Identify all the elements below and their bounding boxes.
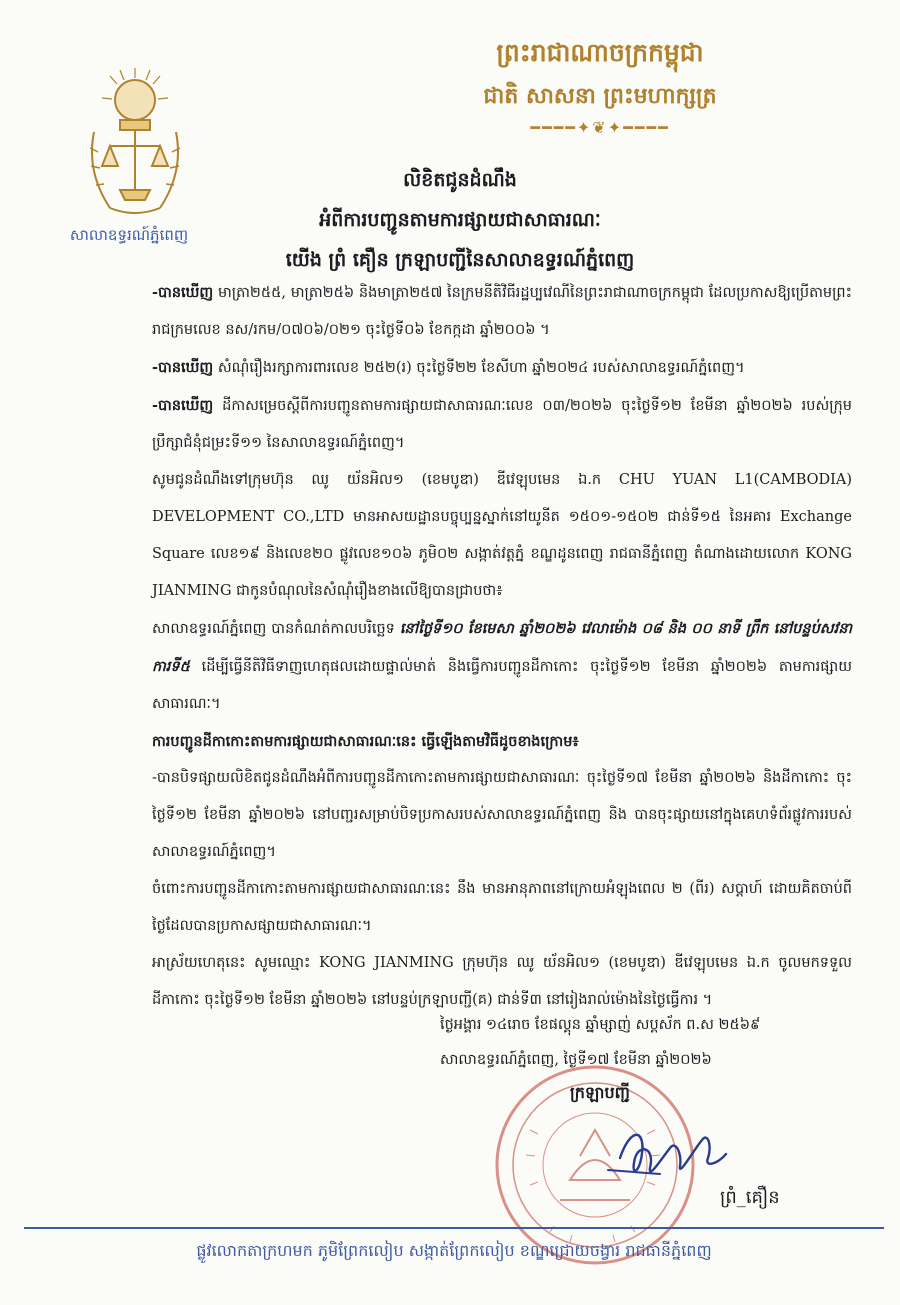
- paragraph-8: ចំពោះការបញ្ជូនដីកាកោះតាមការផ្សាយជាសាធារណៈនេះ នឹង មានអានុភាពនៅក្រោយអំឡុងពេល ២ (ពីរ) សប្តាហ៍ ដោយគិតចាប់ពីថ្ងៃដែលបានប្រកាសផ្សាយជាសាធារណៈ។: [152, 881, 852, 934]
- solar-date: សាលាឧទ្ធរណ៍ភ្នំពេញ, ថ្ងៃទី១៧ ខែមីនា ឆ្នាំ២០២៦: [440, 1052, 712, 1068]
- kingdom-title: ព្រះរាជាណាចក្រកម្ពុជា: [496, 38, 704, 67]
- paragraph-1: [152, 274, 852, 349]
- paragraph-2-lead: -បានឃើញ: [152, 359, 214, 376]
- lunar-date: ថ្ងៃអង្គារ ១៤រោច ខែផល្គុន ឆ្នាំម្សាញ់ សប្តស័ក ព.ស ២៥៦៩: [440, 1017, 761, 1033]
- national-motto: ជាតិ សាសនា ព្រះមហាក្សត្រ: [483, 83, 717, 109]
- registrar-title: ក្រឡាបញ្ជី: [570, 1083, 630, 1102]
- paragraph-1-text: មាត្រា២៥៥, មាត្រា២៥៦ និងមាត្រា២៥៧ នៃក្រមនីតិវិធីរដ្ឋប្បវេណីនៃព្រះរាជាណាចក្រកម្ពុជា ដែលប្រកាសឱ្យប្រើតាមព្រះរាជក្រមលេខ នស/រកម/០៧០៦/០២១ ចុះថ្ងៃទី០៦ ខែកក្កដា ឆ្នាំ២០០៦ ។: [152, 285, 852, 338]
- paragraph-5: [152, 610, 852, 723]
- paragraph-2-text: សំណុំរឿងរក្សាការពារលេខ ២៥២(រ) ចុះថ្ងៃទី២២ ខែសីហា ឆ្នាំ២០២៤ របស់សាលាឧទ្ធរណ៍ភ្នំពេញ។: [213, 360, 745, 376]
- paragraph-5-c: ដើម្បីធ្វើនីតិវិធីទាញហេតុផលដោយផ្ទាល់មាត់ និងធ្វើការបញ្ជូនដីកាកោះ ចុះថ្ងៃទី១២ ខែមីនា ឆ្នាំ២០២៦ តាមការផ្សាយសាធារណៈ។: [152, 659, 852, 712]
- header-ornament-icon: ━━━━✦❦✦━━━━: [530, 118, 670, 137]
- paragraph-1-lead: -បានឃើញ: [152, 284, 214, 301]
- hearing-date: នៅថ្ងៃទី១០ ខែមេសា ឆ្នាំ២០២៦ វេលាម៉ោង ០៨ និង ០០ នាទី ព្រឹក នៅបន្ទប់សវនាការទី៥: [152, 620, 852, 675]
- paragraph-5-a: សាលាឧទ្ធរណ៍ភ្នំពេញ បានកំណត់កាលបរិច្ឆេទ: [152, 621, 400, 637]
- paragraph-7: -បានបិទផ្សាយលិខិតជូនដំណឹងអំពីការបញ្ជូនដីកាកោះតាមការផ្សាយជាសាធារណៈ ចុះថ្ងៃទី១៧ ខែមីនា ឆ្នាំ២០២៦ និងដីកាកោះ ចុះថ្ងៃទី១២ ខែមីនា ឆ្នាំ២០២៦ នៅបញ្ជរសម្រាប់បិទប្រកាសរបស់សាលាឧទ្ធរណ៍ភ្នំពេញ និង បានចុះផ្សាយនៅក្នុងគេហទំព័រផ្លូវការរបស់សាលាឧទ្ធរណ៍ភ្នំពេញ។: [152, 770, 852, 860]
- paragraph-9: អាស្រ័យហេតុនេះ សូមឈ្មោះ KONG JIANMING ក្រុមហ៊ុន ឈូ យ័នអិល១ (ខេមបូឌា) ឌីវេឡុបមេន ឯ.ក ចូលមកទទួលដីកាកោះ ចុះថ្ងៃទី១២ ខែមីនា ឆ្នាំ២០២៦ នៅបន្ទប់ក្រឡាបញ្ជី(គ) ជាន់ទី៣ នៅរៀងរាល់ម៉ោងនៃថ្ងៃធ្វើការ ។: [152, 955, 852, 1008]
- court-name: សាលាឧទ្ធរណ៍ភ្នំពេញ: [69, 226, 189, 244]
- notice-body: [152, 274, 852, 1019]
- footer-divider: [24, 1227, 884, 1229]
- paragraph-2: [152, 349, 852, 387]
- notice-titles: [150, 168, 770, 276]
- paragraph-3: [152, 387, 852, 462]
- notice-title: លិខិតជូនដំណឹង: [403, 169, 517, 191]
- kingdom-header: [380, 38, 820, 137]
- paragraph-3-text: ដីកាសម្រេចស្តីពីការបញ្ជូនតាមការផ្សាយជាសាធារណៈលេខ ០៣/២០២៦ ចុះថ្ងៃទី១២ ខែមីនា ឆ្នាំ២០២៦ របស់ក្រុមប្រឹក្សាជំនុំជម្រះទី១១ នៃសាលាឧទ្ធរណ៍ភ្នំពេញ។: [152, 398, 852, 451]
- paragraph-4: សូមជូនដំណឹងទៅក្រុមហ៊ុន ឈូ យ័នអិល១ (ខេមបូឌា) ឌីវេឡុបមេន ឯ.ក CHU YUAN L1(CAMBODIA) DEVELOPMENT CO.,LTD មានអាសយដ្ឋានបច្ចុប្បន្នស្នាក់នៅយូនីត ១៥០១-១៥០២ ជាន់ទី១៥ នៃអគារ Exchange Square លេខ១៩ និងលេខ២០ ផ្លូវលេខ១០៦ ភូមិ០២ សង្កាត់វត្តភ្នំ ខណ្ឌដូនពេញ រាជធានីភ្នំពេញ តំណាងដោយលោក KONG JIANMING ជាកូនបំណុលនៃសំណុំរឿងខាងលើឱ្យបានជ្រាបថា៖: [152, 472, 852, 599]
- paragraph-3-lead: -បានឃើញ: [152, 397, 214, 414]
- paragraph-6: ការបញ្ជូនដីកាកោះតាមការផ្សាយជាសាធារណៈនេះ ធ្វើឡើងតាមវិធីដូចខាងក្រោម៖: [152, 733, 579, 750]
- notice-subtitle: អំពីការបញ្ជូនតាមការផ្សាយជាសាធារណៈ: [319, 209, 601, 231]
- notice-issuer: យើង ព្រំ គឿន ក្រឡាបញ្ជីនៃសាលាឧទ្ធរណ៍ភ្នំពេញ: [285, 249, 635, 271]
- footer-address: ផ្លូវលោកតាក្រហមក ភូមិព្រែកលៀប សង្កាត់ព្រែកលៀប ខណ្ឌជ្រោយចង្វារ រាជធានីភ្នំពេញ: [196, 1241, 712, 1260]
- handwritten-signature-icon: [600, 1118, 750, 1188]
- signer-name: ព្រំ_គឿន: [720, 1187, 780, 1208]
